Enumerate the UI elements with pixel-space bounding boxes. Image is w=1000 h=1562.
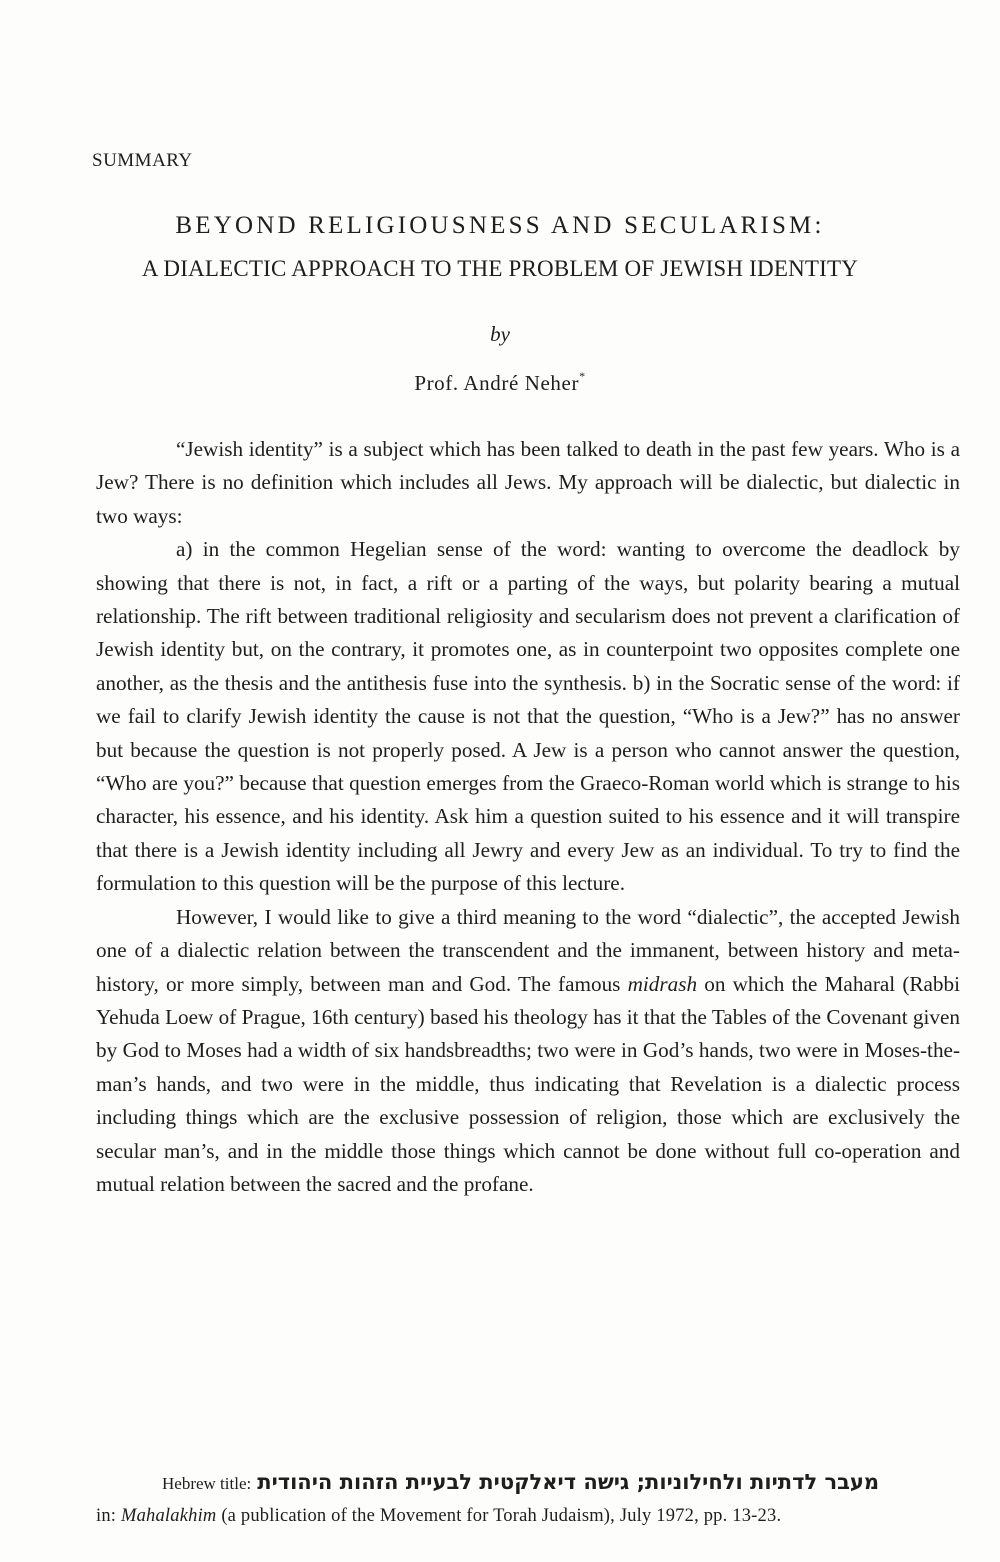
hebrew-title-row xyxy=(96,1466,964,1500)
hebrew-title: מעבר לדתיות ולחילוניות; גישה דיאלקטית לבעיית הזהות היהודית xyxy=(257,1470,880,1494)
paragraph-3-text-a: However, I would like to give a third meaning to the word “dialectic”, the accepted Jewish one of a dialectic relation between the transcendent and the immanent, between history and meta-history, or more simply, between man and God. The famous xyxy=(96,904,960,996)
in-label: in: xyxy=(96,1506,117,1526)
byline: by xyxy=(490,322,510,346)
author-line xyxy=(0,371,1000,396)
article-title-line1: BEYOND RELIGIOUSNESS AND SECULARISM: xyxy=(175,212,825,239)
author-name: Prof. André Neher xyxy=(414,371,580,395)
section-label: SUMMARY xyxy=(92,150,193,171)
paragraph-3-text-b: on which the Maharal (Rabbi Yehuda Loew of Prague, 16th century) based his theology has it that the Tables of the Covenant given by God to Moses had a width of six handsbreadths; two were in God’s hands, two were in Moses-the-man’s hands, and two were in the middle, thus indicating that Revelation is a dialectic process including things which are the exclusive possession of religion, those which are exclusively the secular man’s, and in the middle those things which cannot be done without full co-operation and mutual relation between the sacred and the profane. xyxy=(96,971,960,1196)
publication-row xyxy=(96,1500,964,1532)
publication-name: Mahalakhim xyxy=(120,1506,217,1526)
paragraph-2: a) in the common Hegelian sense of the word: wanting to overcome the deadlock by showing that there is not, in fact, a rift or a parting of the ways, but polarity bearing a mutual relationship. The rift between traditional religiosity and secularism does not prevent a clarification of Jewish identity but, on the contrary, it promotes one, as in counterpoint two opposites complete one another, as the thesis and the antithesis fuse into the synthesis. b) in the Socratic sense of the word: if we fail to clarify Jewish identity the cause is not that the question, “Who is a Jew?” has no answer but because the question is not properly posed. A Jew is a person who cannot answer the question, “Who are you?” because that question emerges from the Graeco-Roman world which is strange to his character, his essence, and his identity. Ask him a question suited to his essence and it will transpire that there is a Jewish identity including all Jewry and every Jew as an individual. To try to find the formulation to this question will be the purpose of this lecture. xyxy=(96,537,960,896)
article-title-line2: A DIALECTIC APPROACH TO THE PROBLEM OF JEWISH IDENTITY xyxy=(141,256,859,281)
author-footnote-mark: * xyxy=(579,369,586,383)
hebrew-title-label: Hebrew title: xyxy=(162,1474,252,1493)
paragraph-1: “Jewish identity” is a subject which has been talked to death in the past few years. Who is a Jew? There is no definition which includes all Jews. My approach will be dialectic, but dialectic in two ways: xyxy=(96,437,960,528)
source-note xyxy=(96,1466,964,1532)
publication-note: (a publication of the Movement for Torah Judaism), July 1972, pp. 13-23. xyxy=(221,1506,782,1526)
paragraph-3 xyxy=(96,901,960,1202)
article-body xyxy=(96,433,960,1201)
midrash-term: midrash xyxy=(627,971,698,996)
